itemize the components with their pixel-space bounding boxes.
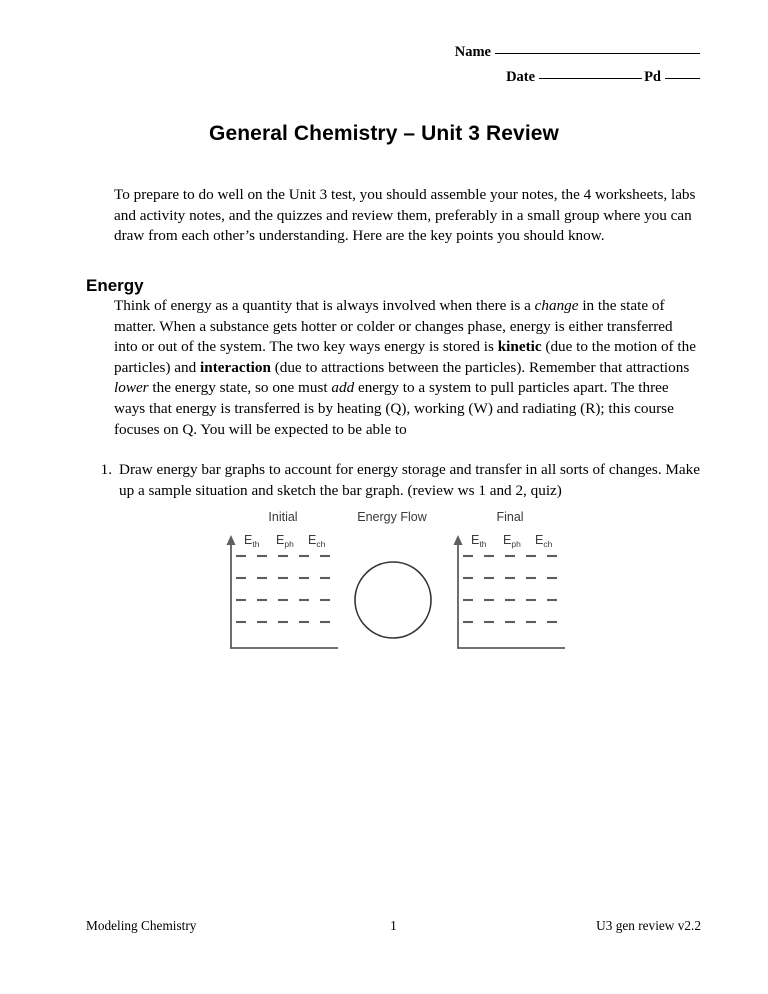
energy-italic-add: add <box>331 379 355 397</box>
section-heading-energy: Energy <box>86 276 144 295</box>
final-y-axis-arrow <box>454 535 463 545</box>
name-blank-line[interactable] <box>495 53 700 54</box>
footer-left: Modeling Chemistry <box>86 918 197 933</box>
page-footer <box>86 918 701 934</box>
label-e-ch: $E_{ch}$ <box>308 533 326 549</box>
initial-chart <box>227 510 339 648</box>
footer-page-number: 1 <box>390 918 397 933</box>
energy-bar-graph-diagram <box>220 508 580 658</box>
date-label: Date <box>506 69 536 85</box>
list-item-text: Draw energy bar graphs to account for energy storage and transfer in all sorts of changes. Make up a sample situation and sketch the bar graph. (review ws 1 and 2, quiz) <box>119 461 700 499</box>
initial-grid <box>236 556 330 622</box>
label-e-ph: $E_{ph}$ <box>276 533 294 549</box>
energy-text-2: in the state of matter. When a substance gets hotter or colder or changes phase, energy is either transferred into or out of the system. The two key ways energy is stored is <box>114 297 673 356</box>
final-axis-labels <box>471 533 553 549</box>
intro-paragraph: To prepare to do well on the Unit 3 test, you should assemble your notes, the 4 worksheets, labs and activity notes, and the quizzes and review them, preferably in a small group where you can draw from each other’s understanding. Here are the key points you should know. <box>114 186 696 244</box>
label-e-th: $E_{th}$ <box>471 533 487 549</box>
list-item-number: 1. <box>100 461 112 478</box>
initial-label: Initial <box>268 510 298 524</box>
label-e-ph: $E_{ph}$ <box>503 533 521 549</box>
student-info-block <box>0 40 702 90</box>
pd-blank-line[interactable] <box>665 78 700 79</box>
page-title: General Chemistry – Unit 3 Review <box>209 122 559 145</box>
date-pd-row <box>0 65 702 90</box>
energy-flow-circle <box>355 562 431 638</box>
initial-axis-labels <box>244 533 326 549</box>
final-chart <box>454 510 566 648</box>
energy-italic-change: change <box>534 297 579 314</box>
date-blank-line[interactable] <box>539 78 642 79</box>
energy-flow-label: Energy Flow <box>357 510 427 524</box>
energy-text-6: energy to a system to pull particles apart. The three ways that energy is transferred is by heating (Q), working (W) and radiating (R); this course focuses on Q. You will be expected to be able to <box>114 379 674 438</box>
name-row <box>0 40 702 65</box>
energy-text-3: (due to the motion of the particles) and <box>114 338 696 376</box>
list-item <box>86 460 701 501</box>
energy-paragraph <box>114 296 696 440</box>
energy-flow-group <box>355 510 431 638</box>
energy-italic-lower: lower <box>114 379 149 397</box>
name-label: Name <box>454 44 491 60</box>
energy-bold-kinetic: kinetic <box>497 338 542 356</box>
initial-y-axis-arrow <box>227 535 236 545</box>
energy-bold-interaction: interaction <box>200 358 271 376</box>
label-e-th: $E_{th}$ <box>244 533 260 549</box>
energy-text-5: the energy state, so one must <box>148 379 332 397</box>
energy-text-1: Think of energy as a quantity that is always involved when there is a <box>114 297 535 314</box>
final-label: Final <box>496 510 524 524</box>
label-e-ch: $E_{ch}$ <box>535 533 553 549</box>
pd-label: Pd <box>644 69 661 85</box>
final-grid <box>463 556 557 622</box>
energy-text-4: (due to attractions between the particles). Remember that attractions <box>270 358 690 376</box>
footer-right: U3 gen review v2.2 <box>596 918 701 933</box>
